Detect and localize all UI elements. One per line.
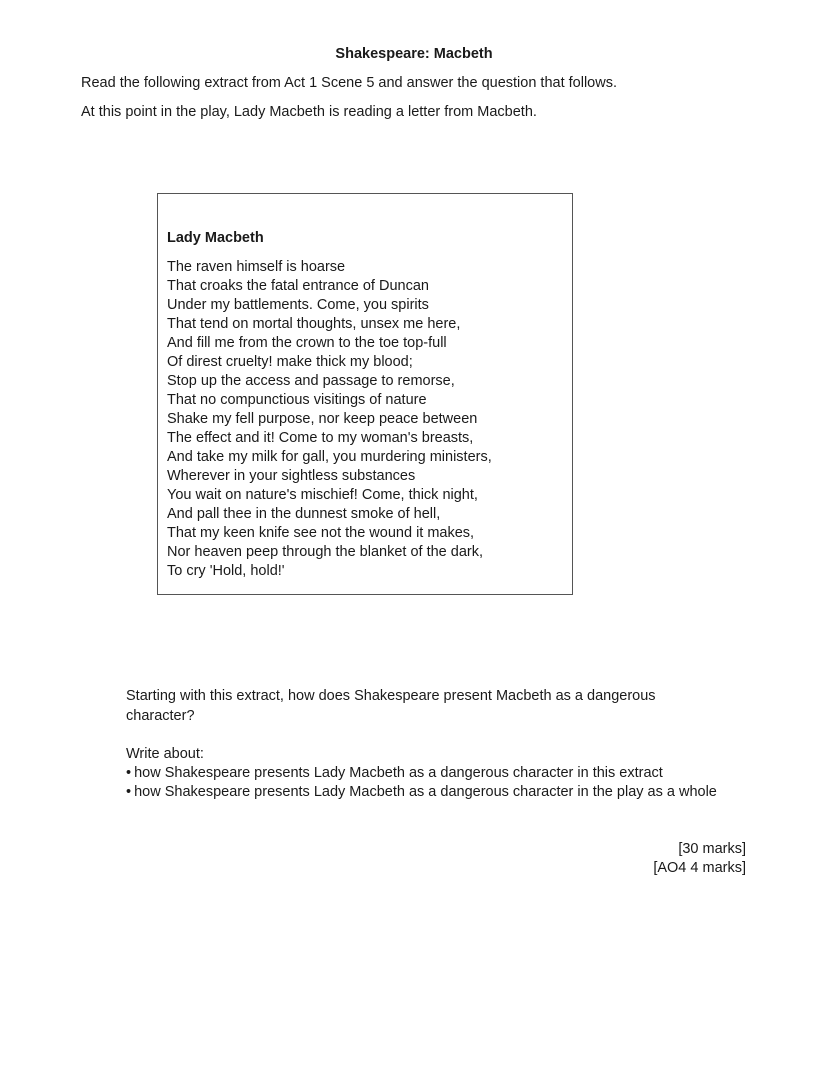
extract-line: That my keen knife see not the wound it makes, xyxy=(167,525,475,541)
bullet-icon: • xyxy=(126,765,132,781)
write-about-label: Write about: xyxy=(126,746,204,762)
extract-line: And pall thee in the dunnest smoke of hell, xyxy=(167,506,441,522)
extract-line: That no compunctious visitings of nature xyxy=(167,392,427,408)
bullet-text: how Shakespeare presents Lady Macbeth as a dangerous character in this extract xyxy=(134,765,663,781)
extract-line: Nor heaven peep through the blanket of the dark, xyxy=(167,544,483,560)
question-prompt: Starting with this extract, how does Shakespeare present Macbeth as a dangerous character? xyxy=(126,688,656,724)
extract-line: And take my milk for gall, you murdering ministers, xyxy=(167,449,492,465)
extract-line: The effect and it! Come to my woman's breasts, xyxy=(167,430,474,446)
ao4-marks: [AO4 4 marks] xyxy=(653,860,746,876)
bullet-text: how Shakespeare presents Lady Macbeth as a dangerous character in the play as a whole xyxy=(134,784,717,800)
extract-lines xyxy=(167,258,492,581)
extract-line: You wait on nature's mischief! Come, thick night, xyxy=(167,487,478,503)
extract-line: To cry 'Hold, hold!' xyxy=(167,563,285,579)
bullet-icon: • xyxy=(126,784,132,800)
list-item xyxy=(126,764,726,783)
bullet-list xyxy=(126,764,726,802)
marks-allocation xyxy=(653,840,746,878)
list-item xyxy=(126,783,726,802)
extract-line: Of direst cruelty! make thick my blood; xyxy=(167,354,413,370)
extract-line: Stop up the access and passage to remorse, xyxy=(167,373,455,389)
intro-context: At this point in the play, Lady Macbeth is reading a letter from Macbeth. xyxy=(81,104,537,120)
extract-line: Shake my fell purpose, nor keep peace between xyxy=(167,411,478,427)
total-marks: [30 marks] xyxy=(678,841,746,857)
intro-instruction: Read the following extract from Act 1 Scene 5 and answer the question that follows. xyxy=(81,75,617,91)
extract-line: That tend on mortal thoughts, unsex me here, xyxy=(167,316,461,332)
extract-line: The raven himself is hoarse xyxy=(167,259,346,275)
extract-line: That croaks the fatal entrance of Duncan xyxy=(167,278,429,294)
extract-line: And fill me from the crown to the toe top-full xyxy=(167,335,447,351)
extract-box xyxy=(157,193,573,595)
page-title: Shakespeare: Macbeth xyxy=(335,46,493,62)
speaker-name: Lady Macbeth xyxy=(167,230,264,246)
extract-line: Under my battlements. Come, you spirits xyxy=(167,297,429,313)
extract-line: Wherever in your sightless substances xyxy=(167,468,416,484)
